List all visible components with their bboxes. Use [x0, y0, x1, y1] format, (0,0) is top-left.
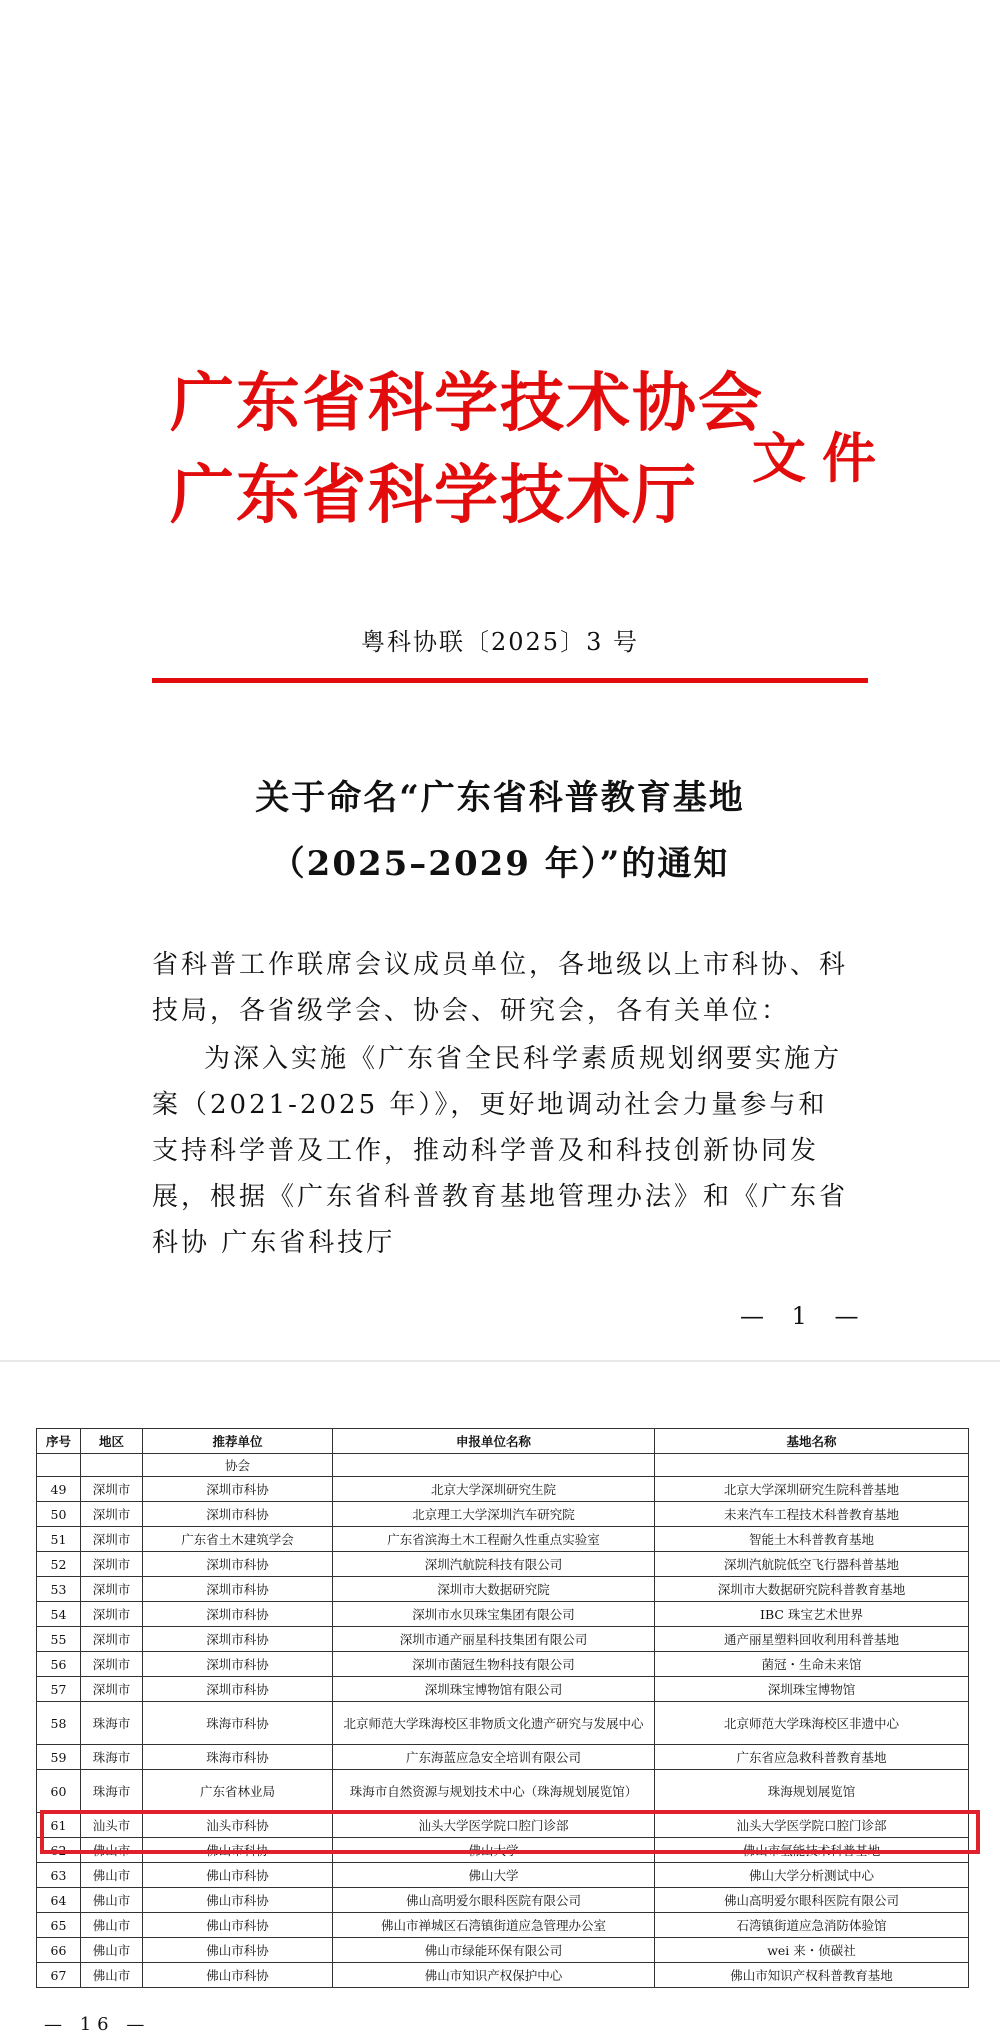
cell-base-name: wei 来・侦碳社: [655, 1938, 969, 1963]
header-recommender: 推荐单位: [143, 1429, 333, 1454]
cell-index: 52: [37, 1552, 81, 1577]
cell-index: 57: [37, 1677, 81, 1702]
cell-index: 51: [37, 1527, 81, 1552]
cell-recommender: 深圳市科协: [143, 1477, 333, 1502]
table-row: [37, 1745, 969, 1770]
cell-applicant: 汕头大学医学院口腔门诊部: [333, 1813, 655, 1838]
cell-recommender: 佛山市科协: [143, 1938, 333, 1963]
cell-recommender: 珠海市科协: [143, 1745, 333, 1770]
cell-applicant: 珠海市自然资源与规划技术中心（珠海规划展览馆）: [333, 1770, 655, 1813]
page-number-first: — 1 —: [740, 1302, 869, 1330]
cell-region: 深圳市: [81, 1677, 143, 1702]
cell-index: 53: [37, 1577, 81, 1602]
cell-base-name: 通产丽星塑料回收利用科普基地: [655, 1627, 969, 1652]
cell-region: 深圳市: [81, 1577, 143, 1602]
table-row: [37, 1677, 969, 1702]
cell-recommender: 佛山市科协: [143, 1863, 333, 1888]
cell-index: 62: [37, 1838, 81, 1863]
cell-region: 珠海市: [81, 1770, 143, 1813]
table-row: [37, 1477, 969, 1502]
cell-base-name: 深圳汽航院低空飞行器科普基地: [655, 1552, 969, 1577]
cell-region: 深圳市: [81, 1627, 143, 1652]
document-number: 粤科协联〔2025〕3 号: [361, 628, 639, 656]
table-row: [37, 1577, 969, 1602]
cell-applicant: 佛山市禅城区石湾镇街道应急管理办公室: [333, 1913, 655, 1938]
table-row: [37, 1454, 969, 1477]
cell-recommender: 深圳市科协: [143, 1502, 333, 1527]
cell-recommender: 佛山市科协: [143, 1838, 333, 1863]
cell-index: 60: [37, 1770, 81, 1813]
cell-region: 佛山市: [81, 1913, 143, 1938]
cell-index: 64: [37, 1888, 81, 1913]
cell-index: 54: [37, 1602, 81, 1627]
cell-region: 深圳市: [81, 1502, 143, 1527]
cell-base-name: 珠海规划展览馆: [655, 1770, 969, 1813]
cell-recommender: 深圳市科协: [143, 1677, 333, 1702]
header-region: 地区: [81, 1429, 143, 1454]
cell-recommender: 深圳市科协: [143, 1577, 333, 1602]
cell-applicant: 深圳市水贝珠宝集团有限公司: [333, 1602, 655, 1627]
cell-index: 67: [37, 1963, 81, 1988]
cell-recommender: 广东省土木建筑学会: [143, 1527, 333, 1552]
cell-region: 汕头市: [81, 1813, 143, 1838]
table-row: [37, 1602, 969, 1627]
cell-applicant: 广东省滨海土木工程耐久性重点实验室: [333, 1527, 655, 1552]
org-name-line2: 广东省科学技术厅: [170, 459, 698, 533]
cell-region: 珠海市: [81, 1702, 143, 1745]
table-row: [37, 1913, 969, 1938]
cell-applicant: 佛山大学: [333, 1863, 655, 1888]
cell-base-name: 智能土木科普教育基地: [655, 1527, 969, 1552]
cell-applicant: 广东海蓝应急安全培训有限公司: [333, 1745, 655, 1770]
body-paragraph: 为深入实施《广东省全民科学素质规划纲要实施方案（2021-2025 年）》，更好地调动社会力量参与和支持科学普及工作，推动科学普及和科技创新协同发展，根据《广东省科普教育基地管理办法》和《广东省科协 广东省科技厅: [152, 1044, 849, 1258]
cell-recommender: 深圳市科协: [143, 1552, 333, 1577]
cell-applicant: 深圳汽航院科技有限公司: [333, 1552, 655, 1577]
page-number-second: — 16 —: [44, 2014, 151, 2035]
cell-base-name: 汕头大学医学院口腔门诊部: [655, 1813, 969, 1838]
header-base-name: 基地名称: [655, 1429, 969, 1454]
cell-region: 佛山市: [81, 1963, 143, 1988]
salutation: 省科普工作联席会议成员单位，各地级以上市科协、科技局，各省级学会、协会、研究会，各有关单位：: [152, 950, 849, 1026]
cell-index: [37, 1454, 81, 1477]
cell-base-name: 石湾镇街道应急消防体验馆: [655, 1913, 969, 1938]
cell-applicant: 北京理工大学深圳汽车研究院: [333, 1502, 655, 1527]
cell-applicant: 佛山市知识产权保护中心: [333, 1963, 655, 1988]
table-row: [37, 1888, 969, 1913]
cell-region: 佛山市: [81, 1888, 143, 1913]
cell-recommender: 协会: [143, 1454, 333, 1477]
cell-recommender: 佛山市科协: [143, 1963, 333, 1988]
cell-region: 佛山市: [81, 1863, 143, 1888]
cell-applicant: 佛山大学: [333, 1838, 655, 1863]
cell-recommender: 佛山市科协: [143, 1913, 333, 1938]
cell-index: 59: [37, 1745, 81, 1770]
cell-applicant: 北京师范大学珠海校区非物质文化遗产研究与发展中心: [333, 1702, 655, 1745]
page-divider: [0, 1360, 1000, 1362]
cell-region: 深圳市: [81, 1527, 143, 1552]
cell-base-name: 广东省应急救科普教育基地: [655, 1745, 969, 1770]
cell-index: 63: [37, 1863, 81, 1888]
cell-base-name: IBC 珠宝艺术世界: [655, 1602, 969, 1627]
cell-recommender: 佛山市科协: [143, 1888, 333, 1913]
cell-applicant: 佛山市绿能环保有限公司: [333, 1938, 655, 1963]
cell-recommender: 深圳市科协: [143, 1627, 333, 1652]
highlight-box: [40, 1810, 980, 1854]
cell-applicant: 北京大学深圳研究生院: [333, 1477, 655, 1502]
cell-index: 65: [37, 1913, 81, 1938]
cell-applicant: [333, 1454, 655, 1477]
cell-region: [81, 1454, 143, 1477]
cell-recommender: 深圳市科协: [143, 1652, 333, 1677]
base-list-table-wrapper: [36, 1428, 968, 1988]
red-divider: [152, 678, 868, 683]
table-body: [37, 1454, 969, 1988]
cell-base-name: 佛山大学分析测试中心: [655, 1863, 969, 1888]
table-row: [37, 1502, 969, 1527]
cell-base-name: 北京大学深圳研究生院科普基地: [655, 1477, 969, 1502]
cell-index: 49: [37, 1477, 81, 1502]
cell-region: 珠海市: [81, 1745, 143, 1770]
cell-applicant: 深圳珠宝博物馆有限公司: [333, 1677, 655, 1702]
table-row: [37, 1770, 969, 1813]
header-index: 序号: [37, 1429, 81, 1454]
table-row: [37, 1863, 969, 1888]
cell-recommender: 汕头市科协: [143, 1813, 333, 1838]
cell-applicant: 深圳市大数据研究院: [333, 1577, 655, 1602]
cell-index: 56: [37, 1652, 81, 1677]
cell-recommender: 深圳市科协: [143, 1602, 333, 1627]
cell-applicant: 佛山高明爱尔眼科医院有限公司: [333, 1888, 655, 1913]
cell-base-name: 深圳市大数据研究院科普教育基地: [655, 1577, 969, 1602]
cell-index: 50: [37, 1502, 81, 1527]
wenjian-label: 文件: [752, 427, 892, 490]
cell-base-name: 佛山高明爱尔眼科医院有限公司: [655, 1888, 969, 1913]
table-row: [37, 1527, 969, 1552]
cell-region: 佛山市: [81, 1938, 143, 1963]
base-list-table: [36, 1428, 969, 1988]
header-applicant: 申报单位名称: [333, 1429, 655, 1454]
cell-base-name: 菌冠・生命未来馆: [655, 1652, 969, 1677]
table-row: [37, 1702, 969, 1745]
cell-region: 深圳市: [81, 1602, 143, 1627]
table-row: [37, 1652, 969, 1677]
cell-applicant: 深圳市通产丽星科技集团有限公司: [333, 1627, 655, 1652]
table-row: [37, 1627, 969, 1652]
notice-title-line2: （2025–2029 年）”的通知: [270, 844, 730, 884]
cell-index: 58: [37, 1702, 81, 1745]
cell-base-name: 北京师范大学珠海校区非遗中心: [655, 1702, 969, 1745]
cell-region: 佛山市: [81, 1838, 143, 1863]
table-header-row: [37, 1429, 969, 1454]
cell-base-name: 佛山市知识产权科普教育基地: [655, 1963, 969, 1988]
cell-index: 61: [37, 1813, 81, 1838]
cell-region: 深圳市: [81, 1477, 143, 1502]
notice-title-line1: 关于命名“广东省科普教育基地: [255, 778, 745, 818]
cell-recommender: 珠海市科协: [143, 1702, 333, 1745]
cell-recommender: 广东省林业局: [143, 1770, 333, 1813]
cell-region: 深圳市: [81, 1652, 143, 1677]
cell-base-name: 深圳珠宝博物馆: [655, 1677, 969, 1702]
cell-applicant: 深圳市菌冠生物科技有限公司: [333, 1652, 655, 1677]
table-row: [37, 1963, 969, 1988]
table-row: [37, 1938, 969, 1963]
cell-base-name: 佛山市氢能技术科普基地: [655, 1838, 969, 1863]
cell-region: 深圳市: [81, 1552, 143, 1577]
letterhead: [170, 367, 892, 548]
cell-base-name: 未来汽车工程技术科普教育基地: [655, 1502, 969, 1527]
cell-index: 66: [37, 1938, 81, 1963]
org-name-line1: 广东省科学技术协会: [170, 367, 764, 441]
cell-base-name: [655, 1454, 969, 1477]
cell-index: 55: [37, 1627, 81, 1652]
table-row: [37, 1552, 969, 1577]
